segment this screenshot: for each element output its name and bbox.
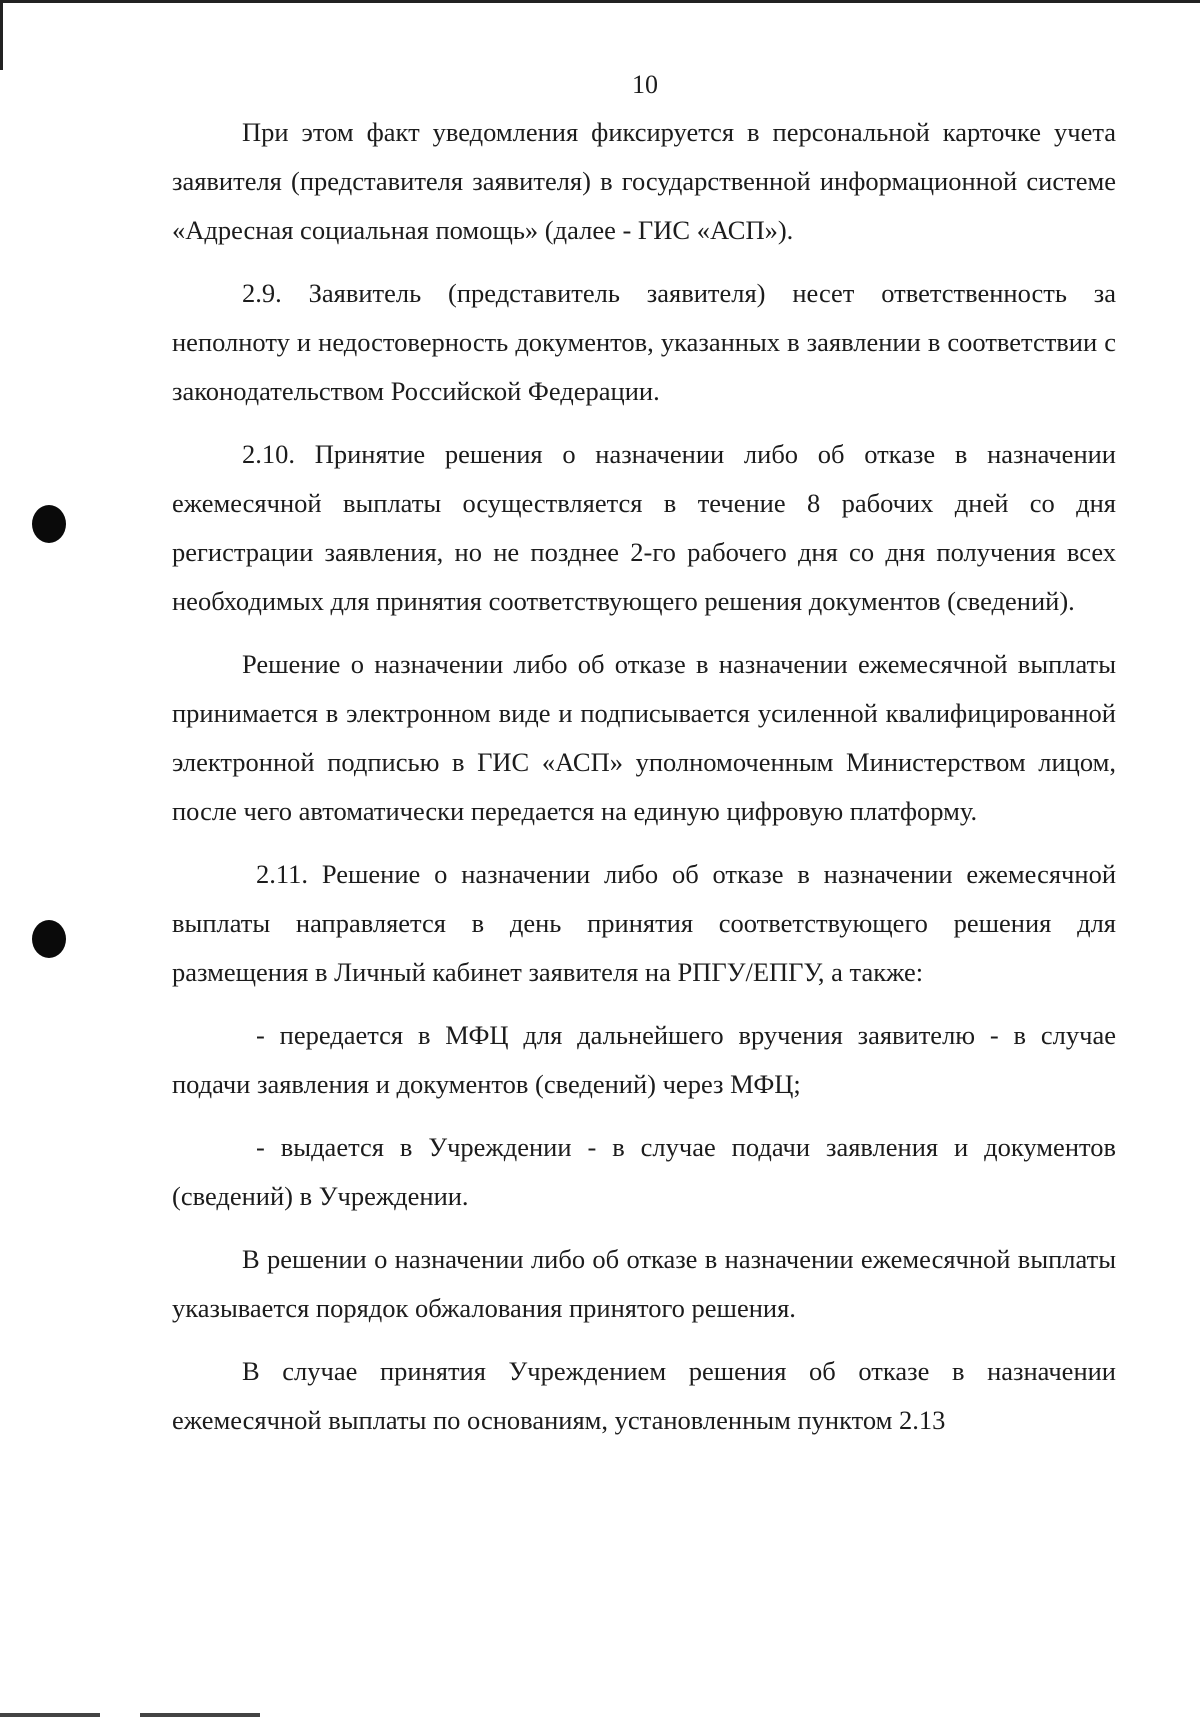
paragraph-refusal: В случае принятия Учреждением решения об отказе в назначении ежемесячной выплаты по основаниям, установленным пунктом 2.13 xyxy=(172,1356,1116,1435)
scan-edge-bottom-left xyxy=(0,1713,100,1717)
scan-edge-left xyxy=(0,0,3,70)
document-body xyxy=(172,108,1116,1459)
paragraph-notification: При этом факт уведомления фиксируется в персональной карточке учета заявителя (представителя заявителя) в государственной информационной системе «Адресная социальная помощь» (далее - ГИС «АСП»). xyxy=(172,117,1116,245)
list-item-institution: - выдается в Учреждении - в случае подачи заявления и документов (сведений) в Учреждении. xyxy=(172,1132,1116,1211)
list-item-mfc: - передается в МФЦ для дальнейшего вручения заявителю - в случае подачи заявления и документов (сведений) через МФЦ; xyxy=(172,1020,1116,1099)
paragraph-2-9: 2.9. Заявитель (представитель заявителя) несет ответственность за неполноту и недостоверность документов, указанных в заявлении в соответствии с законодательством Российской Федерации. xyxy=(172,278,1116,406)
paragraph-appeal-procedure: В решении о назначении либо об отказе в назначении ежемесячной выплаты указывается порядок обжалования принятого решения. xyxy=(172,1244,1116,1323)
page-number: 10 xyxy=(632,70,658,99)
punch-hole-bottom xyxy=(32,920,66,958)
scan-edge-bottom-right xyxy=(140,1713,260,1717)
paragraph-decision-signing: Решение о назначении либо об отказе в назначении ежемесячной выплаты принимается в электронном виде и подписывается усиленной квалифицированной электронной подписью в ГИС «АСП» уполномоченным Министерством лицом, после чего автоматически передается на единую цифровую платформу. xyxy=(172,649,1116,826)
paragraph-2-10: 2.10. Принятие решения о назначении либо об отказе в назначении ежемесячной выплаты осуществляется в течение 8 рабочих дней со дня регистрации заявления, но не позднее 2-го рабочего дня со дня получения всех необходимых для принятия соответствующего решения документов (сведений). xyxy=(172,439,1116,616)
punch-hole-top xyxy=(32,505,66,543)
paragraph-2-11: 2.11. Решение о назначении либо об отказе в назначении ежемесячной выплаты направляется в день принятия соответствующего решения для размещения в Личный кабинет заявителя на РПГУ/ЕПГУ, а также: xyxy=(172,859,1116,987)
scan-edge-top xyxy=(0,0,1200,3)
